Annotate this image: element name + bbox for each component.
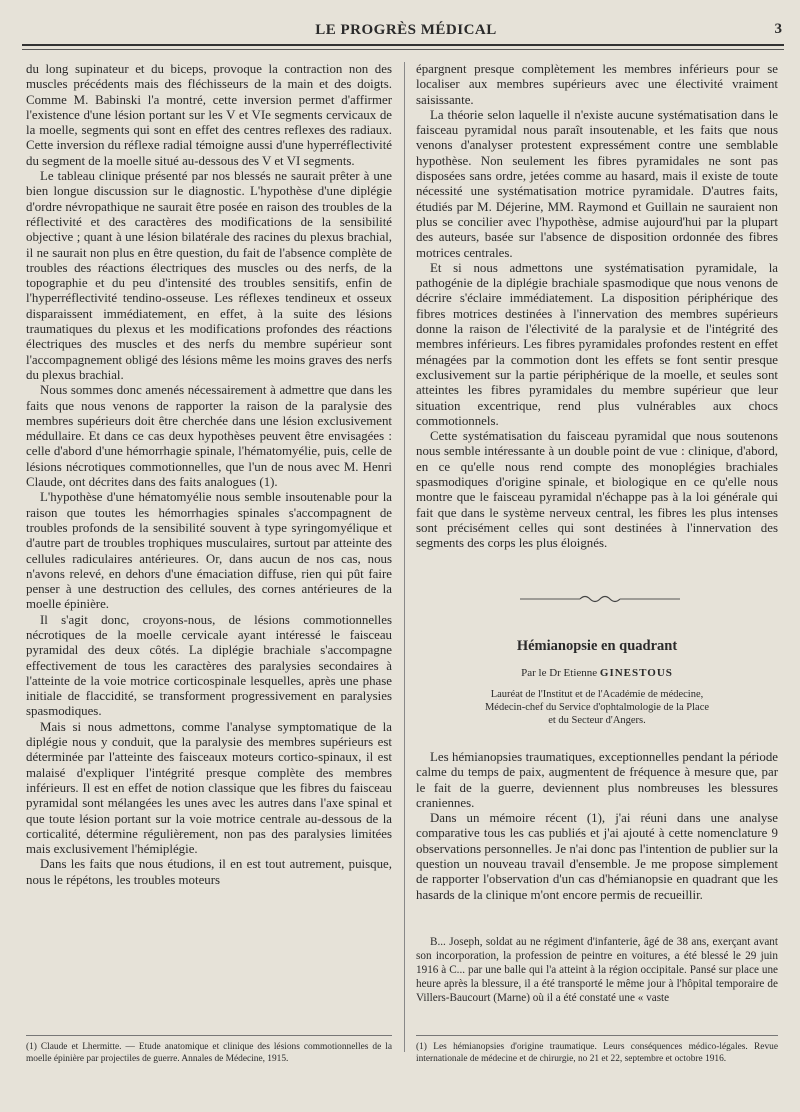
column-divider: [404, 62, 405, 1052]
byline-prefix: Par le Dr Etienne: [521, 667, 598, 679]
affiliation-line: Médecin-chef du Service d'ophtalmologie de la Place: [484, 702, 710, 713]
case-report: [416, 935, 778, 1005]
paragraph: Nous sommes donc amenés nécessairement à admettre que dans les faits que nous venons de rapporter la raison de la paralysie des membres supérieurs doit être cherchée dans une lésion exclusivement médullaire. Et dans ce cas deux hypothèses peuvent être envisagées : celle d'abord d'une hémorrhagie spinale, l'hématomyélie, puis, celle de lésions nécrotiques commotionnelles, que l'un de nous avec M. Henri Claude, ont décrites dans des faits analogues (1).: [26, 383, 392, 490]
byline: [416, 667, 778, 679]
page-number: 3: [774, 21, 782, 37]
paragraph: du long supinateur et du biceps, provoque la contraction non des muscles précédents mais des fléchisseurs de la main et des doigts. Comme M. Babinski l'a montré, cette inversion permet d'affirmer l'existence d'une lésion portant sur les V et VIe segments cervicaux de la moelle, segments qui sont en effet des centres reflexes des radiaux. Cette inversion du réflexe radial témoigne aussi d'une hyperréflectivité du segment de la moelle situé au-dessous des V et VI segments.: [26, 62, 392, 168]
affiliation-line: Lauréat de l'Institut et de l'Académie de médecine,: [490, 689, 704, 700]
affiliation-line: et du Secteur d'Angers.: [548, 715, 646, 726]
article-body: [416, 750, 778, 903]
article-title: Hémianopsie en quadrant: [516, 638, 678, 654]
header-rule-thin: [22, 49, 784, 50]
right-column: [416, 62, 778, 552]
paragraph: Le tableau clinique présenté par nos blessés ne saurait prêter à une bien longue discussion sur le diagnostic. L'hypothèse d'une diplégie d'ordre névropathique ne saurait être posée en raison des troubles de la réflectivité et des caractères des modifications de la sensibilité objective ; quant à une lésion bilatérale des racines du plexus brachial, il ne saurait non plus en être question, du fait de l'absence complète de troubles des réactions électriques des muscles ou des nerfs, de la topographie et du peu d'intensité des troubles sensitifs, enfin de l'hyperréflectivité tendino-osseuse. Les réflexes tendineux et osseux disparaissent immédiatement, en effet, à la suite des lésions traumatiques du plexus et les modifications profondes des réactions électriques des muscles et des nerfs du membre supérieur sont l'accompagnement obligé des lésions même les moins graves des nerfs du plexus brachial.: [26, 169, 392, 382]
paragraph: Dans les faits que nous étudions, il en est tout autrement, puisque, nous le répétons, les troubles moteurs: [26, 857, 392, 887]
paragraph: Et si nous admettons une systématisation pyramidale, la pathogénie de la diplégie brachiale spasmodique que nous venons de décrire s'éclaire immédiatement. La disposition périphérique des fibres motrices destinées à l'innervation des membres supérieurs donne la raison de l'électivité de la paralysie et de l'intégrité des membres inférieurs. Les fibres pyramidales profondes restent en effet ménagées par la commotion dont les effets se font sentir presque exclusivement sur la partie périphérique de la moelle, et seules sont atteintes les fibres pyramidales du membre supérieur que leur situation excentrique, rend plus vulnérables aux chocs commotionnels.: [416, 260, 778, 428]
page-header: [22, 18, 790, 42]
paragraph: Il s'agit donc, croyons-nous, de lésions commotionnelles nécrotiques de la moelle cervicale ayant intéressé le faisceau pyramidal des deux côtés. La diplégie brachiale s'accompagne effectivement de tous les caractères des paralysies secondaires à l'atteinte de la voie motrice corticospinale lesquelles, après une phase initiale de flaccidité, se transforment progressivement en paralysies spasmodiques.: [26, 612, 392, 719]
footnote-right: [416, 1035, 778, 1065]
paragraph: L'hypothèse d'une hématomyélie nous semble insoutenable pour la raison que toutes les hémorrhagies spinales s'accompagnent de troubles profonds de la sensibilité souvent à type syringomyélique et d'autre part de troubles trophiques musculaires, surtout par atteinte des cellules radiculaires antérieures. Or, dans aucun de nos cas, nous n'avons relevé, en dehors d'une émaciation diffuse, rien qui pût faire penser à une destruction des cellules, des cornes antérieures de la moelle épinière.: [26, 490, 392, 612]
paragraph: Les hémianopsies traumatiques, exceptionnelles pendant la période calme du temps de paix, augmentent de fréquence à mesure que, par le fait de la guerre, deviennent plus nombreuses les blessures craniennes.: [416, 750, 778, 810]
paragraph: Dans un mémoire récent (1), j'ai réuni dans une analyse comparative tous les cas publiés et j'ai ajouté à cette nomenclature 9 observations personnelles. Je n'ai donc pas l'intention de publier sur la question un nouveau travail d'ensemble. Je me propose simplement de rapporter l'observation d'un cas d'hémianopsie en quadrant que les hasards de la clinique m'ont encore permis de recueillir.: [416, 811, 778, 902]
affiliation: [416, 688, 778, 727]
footnote-text: (1) Claude et Lhermitte. — Etude anatomique et clinique des lésions commotionnelles de la moelle épinière par projectiles de guerre. Annales de Médecine, 1915.: [26, 1042, 392, 1064]
paragraph: Cette systématisation du faisceau pyramidal que nous soutenons nous semble intéressante à un double point de vue : clinique, d'abord, en ce qu'elle nous rend compte des monoplégies brachiales spasmodiques d'origine spinale, et biologique en ce qu'elle nous montre que le faisceau pyramidal n'échappe pas à la loi générale qui fait que dans le système nerveux central, les fibres les plus intenses sont précisément celles qui sont destinées à l'innervation des segments des corps les plus éloignés.: [416, 429, 778, 551]
journal-title: LE PROGRÈS MÉDICAL: [315, 22, 497, 38]
ornament-divider: [520, 593, 680, 605]
author-name: GINESTOUS: [599, 667, 673, 679]
footnote-text: (1) Les hémianopsies d'origine traumatique. Leurs conséquences médico-légales. Revue internationale de médecine et de chirurgie, no 21 et 22, septembre et octobre 1916.: [416, 1042, 778, 1064]
paragraph: Mais si nous admettons, comme l'analyse symptomatique de la diplégie nous y conduit, que la paralysie des membres supérieurs est déterminée par l'atteinte des faisceaux moteurs cortico-spinaux, il est malaisé d'expliquer l'intégrité presque complète des membres inférieurs. Il est en effet de notion classique que les fibres du faisceau pyramidal sont mélangées les unes avec les autres dans l'axe spinal et que toute lésion portant sur la voie motrice centrale au-dessous de la corticalité, détermine régulièrement, non pas des paralysies limitées mais exclusivement l'hémiplégie.: [26, 719, 392, 857]
paragraph: La théorie selon laquelle il n'existe aucune systématisation dans le faisceau pyramidal nous paraît insoutenable, et les faits que nous venons d'analyser protestent expressément contre une semblable hypothèse. Non seulement les fibres pyramidales ne sont pas disposées sans ordre, jetées comme au hasard, mais il existe de toute nécessité une systématisation motrice pyramidale. D'autres faits, étudiés par M. Déjerine, MM. Raymond et Guillain ne sauraient non plus se concilier avec l'hypothèse, admise aujourd'hui par la plupart des auteurs, basée sur l'absence de disposition ordonnée des fibres motrices centrales.: [416, 107, 778, 260]
left-column: [26, 62, 392, 888]
footnote-left: [26, 1035, 392, 1065]
paragraph: épargnent presque complètement les membres inférieurs pour se localiser aux membres supérieurs avec une électivité vraiment saisissante.: [416, 62, 778, 107]
header-rule: [22, 44, 784, 46]
paragraph: B... Joseph, soldat au ne régiment d'infanterie, âgé de 38 ans, exerçant avant son incorporation, la profession de peintre en voitures, a été blessé le 29 juin 1916 à C... par une balle qui l'a atteint à la région occipitale. Pansé sur place une heure après la blessure, il a été transporté le même jour à l'hôpital temporaire de Villers-Baucourt (Marne) où il a été constaté une « vaste: [416, 936, 778, 1004]
